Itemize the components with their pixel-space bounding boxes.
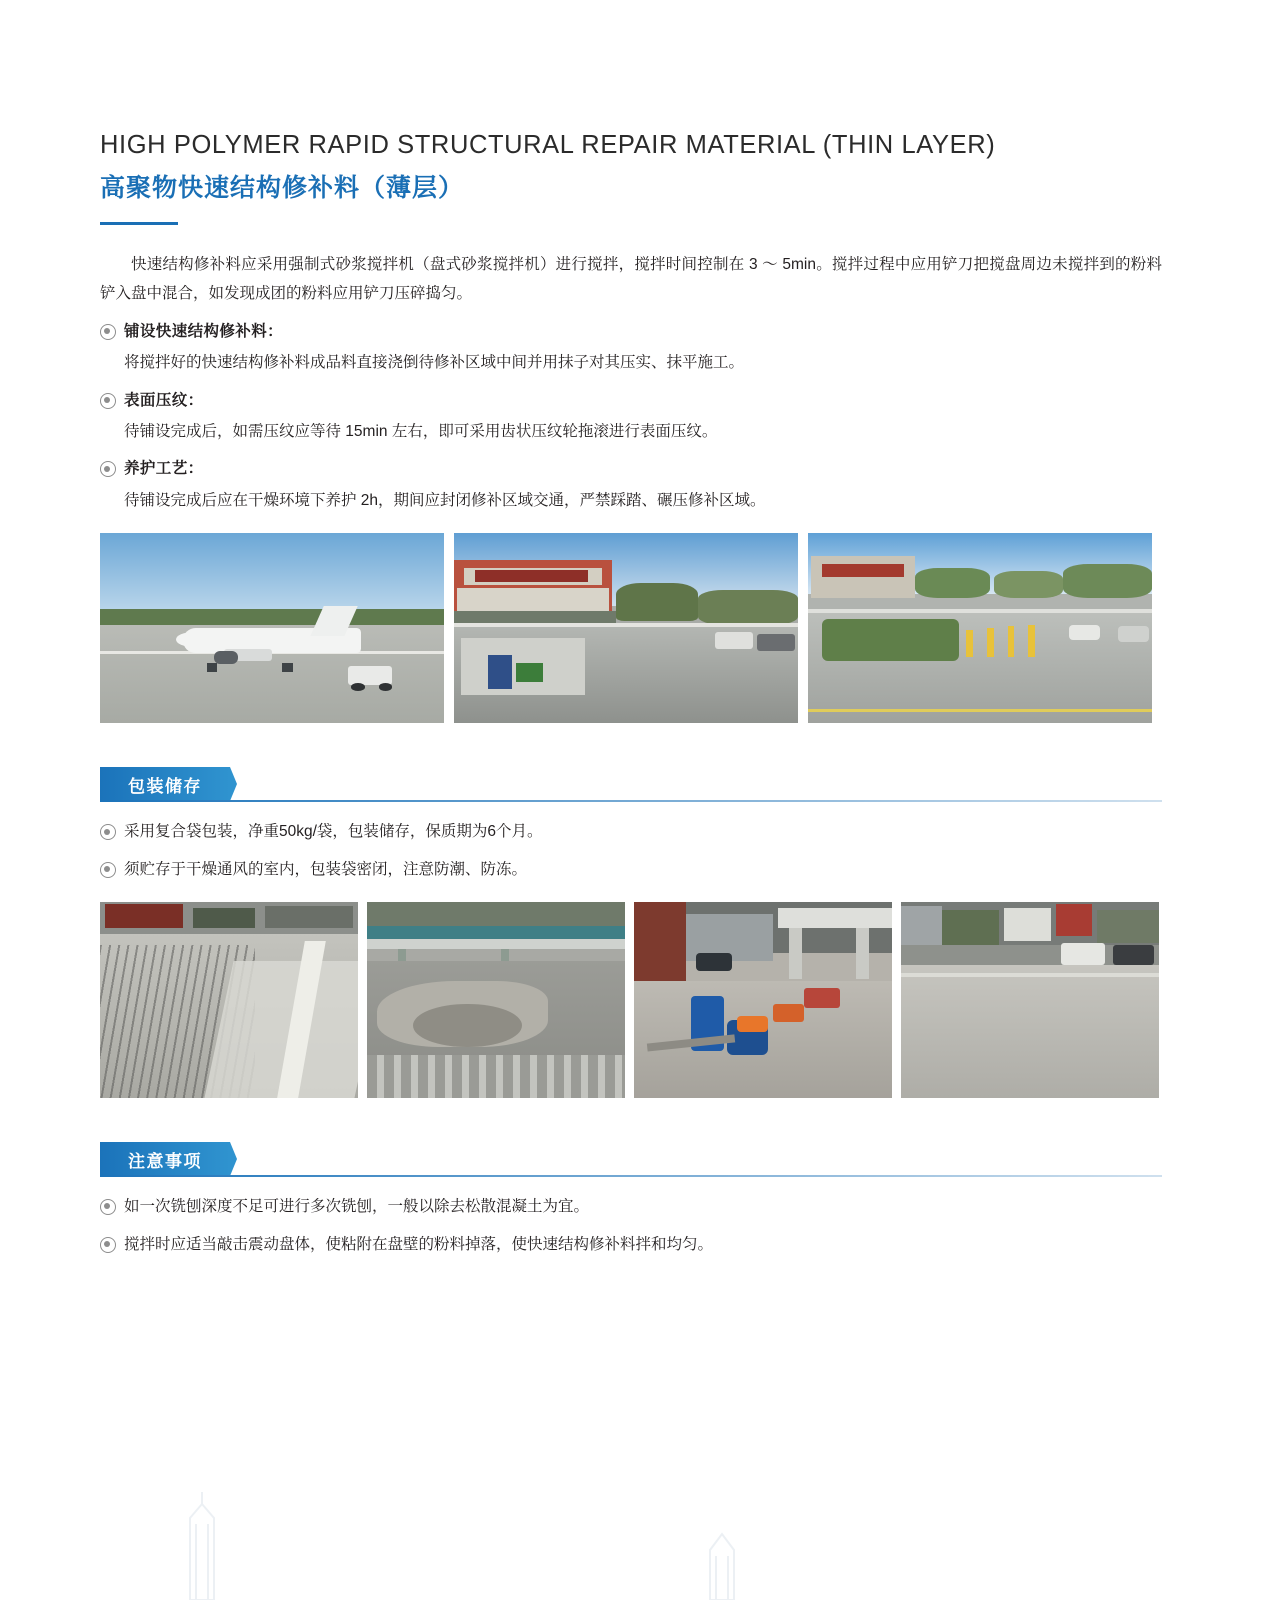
- photo-finished-pavement: [901, 902, 1159, 1098]
- section-underline: [100, 1175, 1162, 1177]
- list-item: [100, 855, 1162, 884]
- photo-airport-apron: [100, 533, 444, 723]
- note-item-text: 搅拌时应适当敲击震动盘体，使粘附在盘壁的粉料掉落，使快速结构修补料拌和均匀。: [124, 1235, 714, 1253]
- ring-bullet-icon: [100, 1237, 116, 1253]
- steps-list: [100, 317, 1162, 516]
- gallery-top: [100, 533, 1162, 723]
- photo-damaged-road: [367, 902, 625, 1098]
- intro-paragraph: 快速结构修补料应采用强制式砂浆搅拌机（盘式砂浆搅拌机）进行搅拌，搅拌时间控制在 3 ～ 5min。搅拌过程中应用铲刀把搅盘周边未搅拌到的粉料铲入盘中混合，如发现成团的粉料应用铲刀压碎捣匀。: [100, 256, 1162, 303]
- background-watermark-icon: [150, 1490, 770, 1600]
- packaging-item-text: 采用复合袋包装，净重50kg/袋，包装储存，保质期为6个月。: [124, 823, 543, 841]
- packaging-item-text: 须贮存于干燥通风的室内，包装袋密闭，注意防潮、防冻。: [124, 860, 528, 878]
- page-content: [100, 130, 1162, 1259]
- ring-bullet-icon: [100, 324, 116, 340]
- gallery-packaging: [100, 902, 1162, 1098]
- section-header-notes: [100, 1142, 1162, 1176]
- list-item: [100, 317, 1162, 346]
- ring-bullet-icon: [100, 862, 116, 878]
- page-title-chinese: 高聚物快速结构修补料（薄层）: [100, 173, 465, 202]
- step-heading: 铺设快速结构修补料：: [124, 322, 284, 340]
- ring-bullet-icon: [100, 824, 116, 840]
- list-item: [100, 386, 1162, 415]
- note-item-text: 如一次铣刨深度不足可进行多次铣刨，一般以除去松散混凝土为宜。: [124, 1198, 590, 1216]
- section-notes: [100, 1142, 1162, 1259]
- list-item: [100, 1230, 1162, 1259]
- notes-list: [100, 1192, 1162, 1259]
- photo-street-storefront: [454, 533, 798, 723]
- section-packaging: [100, 767, 1162, 1098]
- section-tab-label: 包装储存: [100, 767, 230, 801]
- step-heading: 表面压纹：: [124, 391, 204, 409]
- list-item: [100, 1192, 1162, 1221]
- photo-gas-station-repair: [634, 902, 892, 1098]
- list-item: [100, 454, 1162, 483]
- section-tab-label: 注意事项: [100, 1142, 230, 1176]
- photo-urban-road-cones: [808, 533, 1152, 723]
- ring-bullet-icon: [100, 461, 116, 477]
- section-underline: [100, 800, 1162, 802]
- ring-bullet-icon: [100, 393, 116, 409]
- photo-textured-concrete: [100, 902, 358, 1098]
- packaging-list: [100, 817, 1162, 884]
- section-header-packaging: [100, 767, 1162, 801]
- step-text: 待铺设完成后应在干燥环境下养护 2h，期间应封闭修补区域交通，严禁踩踏、碾压修补区域。: [124, 491, 766, 509]
- step-text: 待铺设完成后，如需压纹应等待 15min 左右，即可采用齿状压纹轮拖滚进行表面压纹。: [124, 423, 718, 441]
- page-title-english: HIGH POLYMER RAPID STRUCTURAL REPAIR MATERIAL (THIN LAYER): [100, 131, 996, 159]
- list-item: [100, 817, 1162, 846]
- title-divider: [100, 222, 178, 225]
- ring-bullet-icon: [100, 1199, 116, 1215]
- step-text: 将搅拌好的快速结构修补料成品料直接浇倒待修补区域中间并用抹子对其压实、抹平施工。: [124, 354, 745, 372]
- step-heading: 养护工艺：: [124, 460, 204, 478]
